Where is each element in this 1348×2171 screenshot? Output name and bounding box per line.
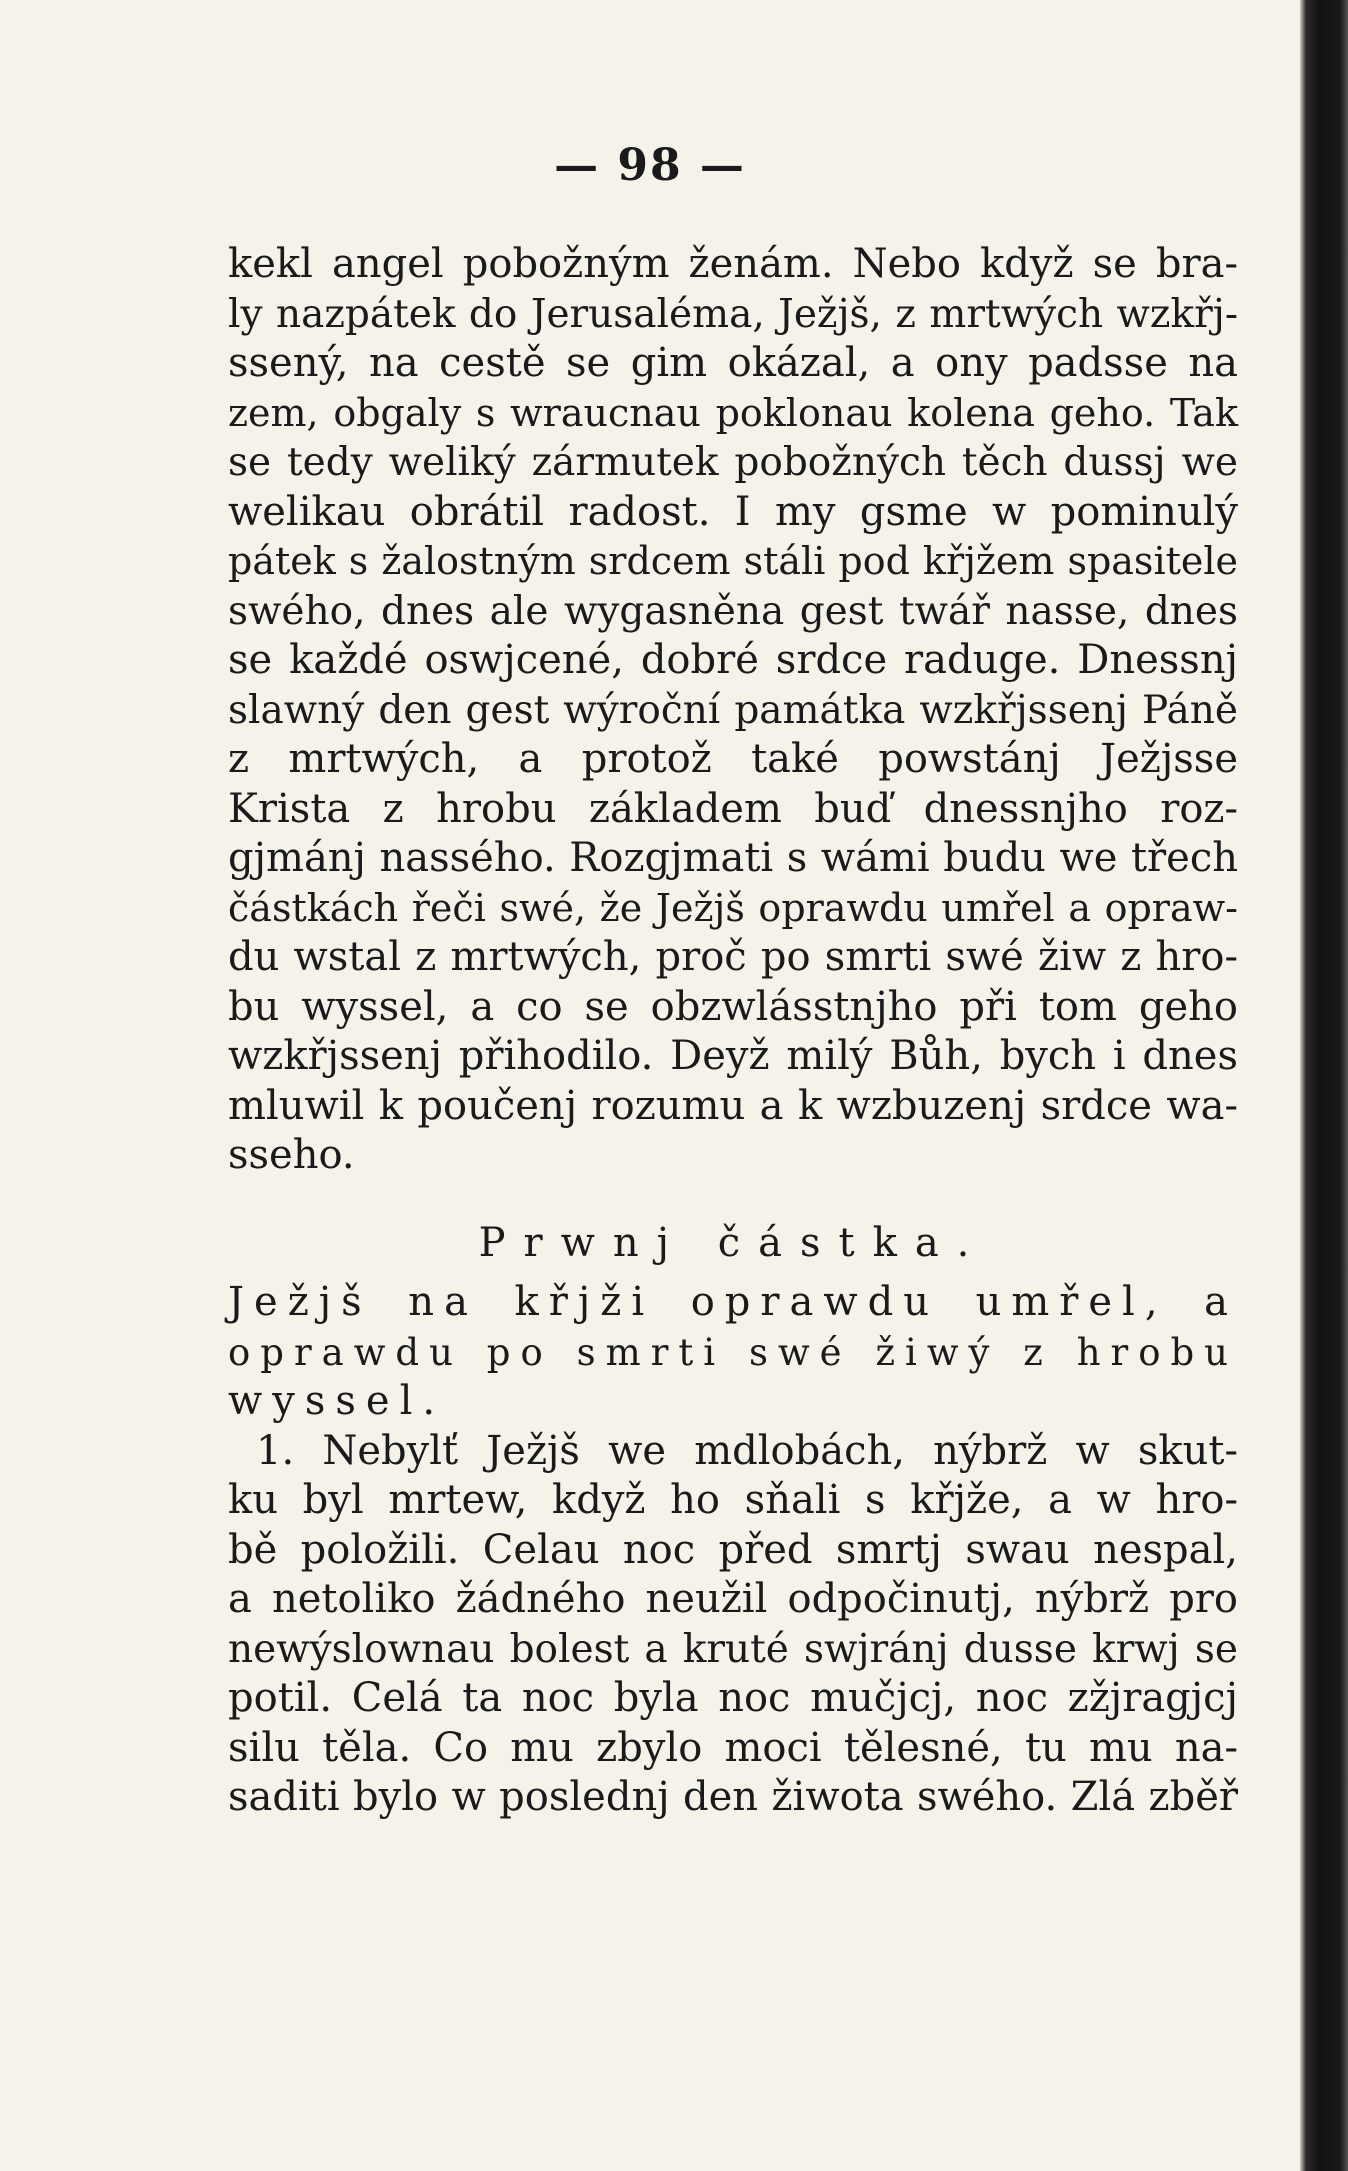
text-line: z mrtwých, a protož také powstánj Ježjsse — [228, 736, 1238, 782]
text-line: oprawdu po smrti swé žiwý z hrobu — [228, 1330, 1238, 1374]
text-line: zem, obgaly s wraucnau poklonau kolena geho. Tak — [228, 390, 1238, 435]
text-line: sseho. — [228, 1132, 355, 1178]
book-spine-edge — [1300, 0, 1348, 2171]
text-line: ku byl mrtew, když ho sňali s křjže, a w hro- — [228, 1477, 1238, 1523]
text-line: 1. Nebylť Ježjš we mdlobách, nýbrž w skut- — [256, 1427, 1238, 1474]
text-line: welikau obrátil radost. I my gsme w pominulý — [228, 488, 1238, 535]
text-line: ly nazpátek do Jerusaléma, Ježjš, z mrtwých wzkřj- — [228, 291, 1238, 337]
text-line: se každé oswjcené, dobré srdce raduge. Dnessnj — [228, 637, 1238, 683]
text-line: a netoliko žádného neužil odpočinutj, nýbrž pro — [228, 1576, 1238, 1622]
text-line: bu wyssel, a co se obzwlásstnjho při tom geho — [228, 983, 1238, 1030]
text-line: wzkřjssenj přihodilo. Deyž milý Bůh, bych i dnes — [228, 1033, 1238, 1079]
text-line: ssený, na cestě se gim okázal, a ony padsse na — [228, 340, 1238, 386]
text-line: částkách řeči swé, že Ježjš oprawdu umřel a opraw- — [228, 885, 1238, 930]
sermon-introduction-paragraph — [228, 240, 1238, 1181]
section-thesis — [228, 1278, 1238, 1427]
page-number: — 98 — — [554, 140, 746, 191]
text-line: slawný den gest wýroční památka wzkřjssenj Páně — [228, 687, 1238, 733]
text-line: silu těla. Co mu zbylo moci tělesné, tu mu na- — [228, 1724, 1238, 1771]
text-line: Ježjš na křjži oprawdu umřel, a — [228, 1279, 1238, 1325]
text-line: potil. Celá ta noc byla noc mučjcj, noc zžjragjcj — [228, 1675, 1238, 1721]
text-line: newýslownau bolest a kruté swjránj dusse krwj se — [228, 1626, 1238, 1672]
body-text — [228, 240, 1238, 1823]
section-heading: Prwnj částka. — [478, 1219, 988, 1266]
text-line: wyssel. — [228, 1378, 446, 1424]
text-line: kekl angel pobožným ženám. Nebo když se bra- — [228, 241, 1238, 287]
text-line: saditi bylo w poslednj den žiwota swého. Zlá zběř — [228, 1774, 1238, 1820]
text-line: pátek s žalostným srdcem stáli pod křjžem spasitele — [228, 539, 1238, 583]
text-line: du wstal z mrtwých, proč po smrti swé žiw z hro- — [228, 934, 1238, 980]
text-line: Krista z hrobu základem buď dnessnjho roz- — [228, 785, 1238, 832]
text-line: gjmánj nassého. Rozgjmati s wámi budu we třech — [228, 835, 1238, 881]
section-paragraph — [228, 1427, 1238, 1823]
text-line: mluwil k poučenj rozumu a k wzbuzenj srdce wa- — [228, 1082, 1238, 1129]
text-line: se tedy weliký zármutek pobožných těch dussj we — [228, 440, 1238, 485]
text-line: bě položili. Celau noc před smrtj swau nespal, — [228, 1526, 1238, 1573]
text-line: swého, dnes ale wygasněna gest twář nasse, dnes — [228, 588, 1238, 634]
